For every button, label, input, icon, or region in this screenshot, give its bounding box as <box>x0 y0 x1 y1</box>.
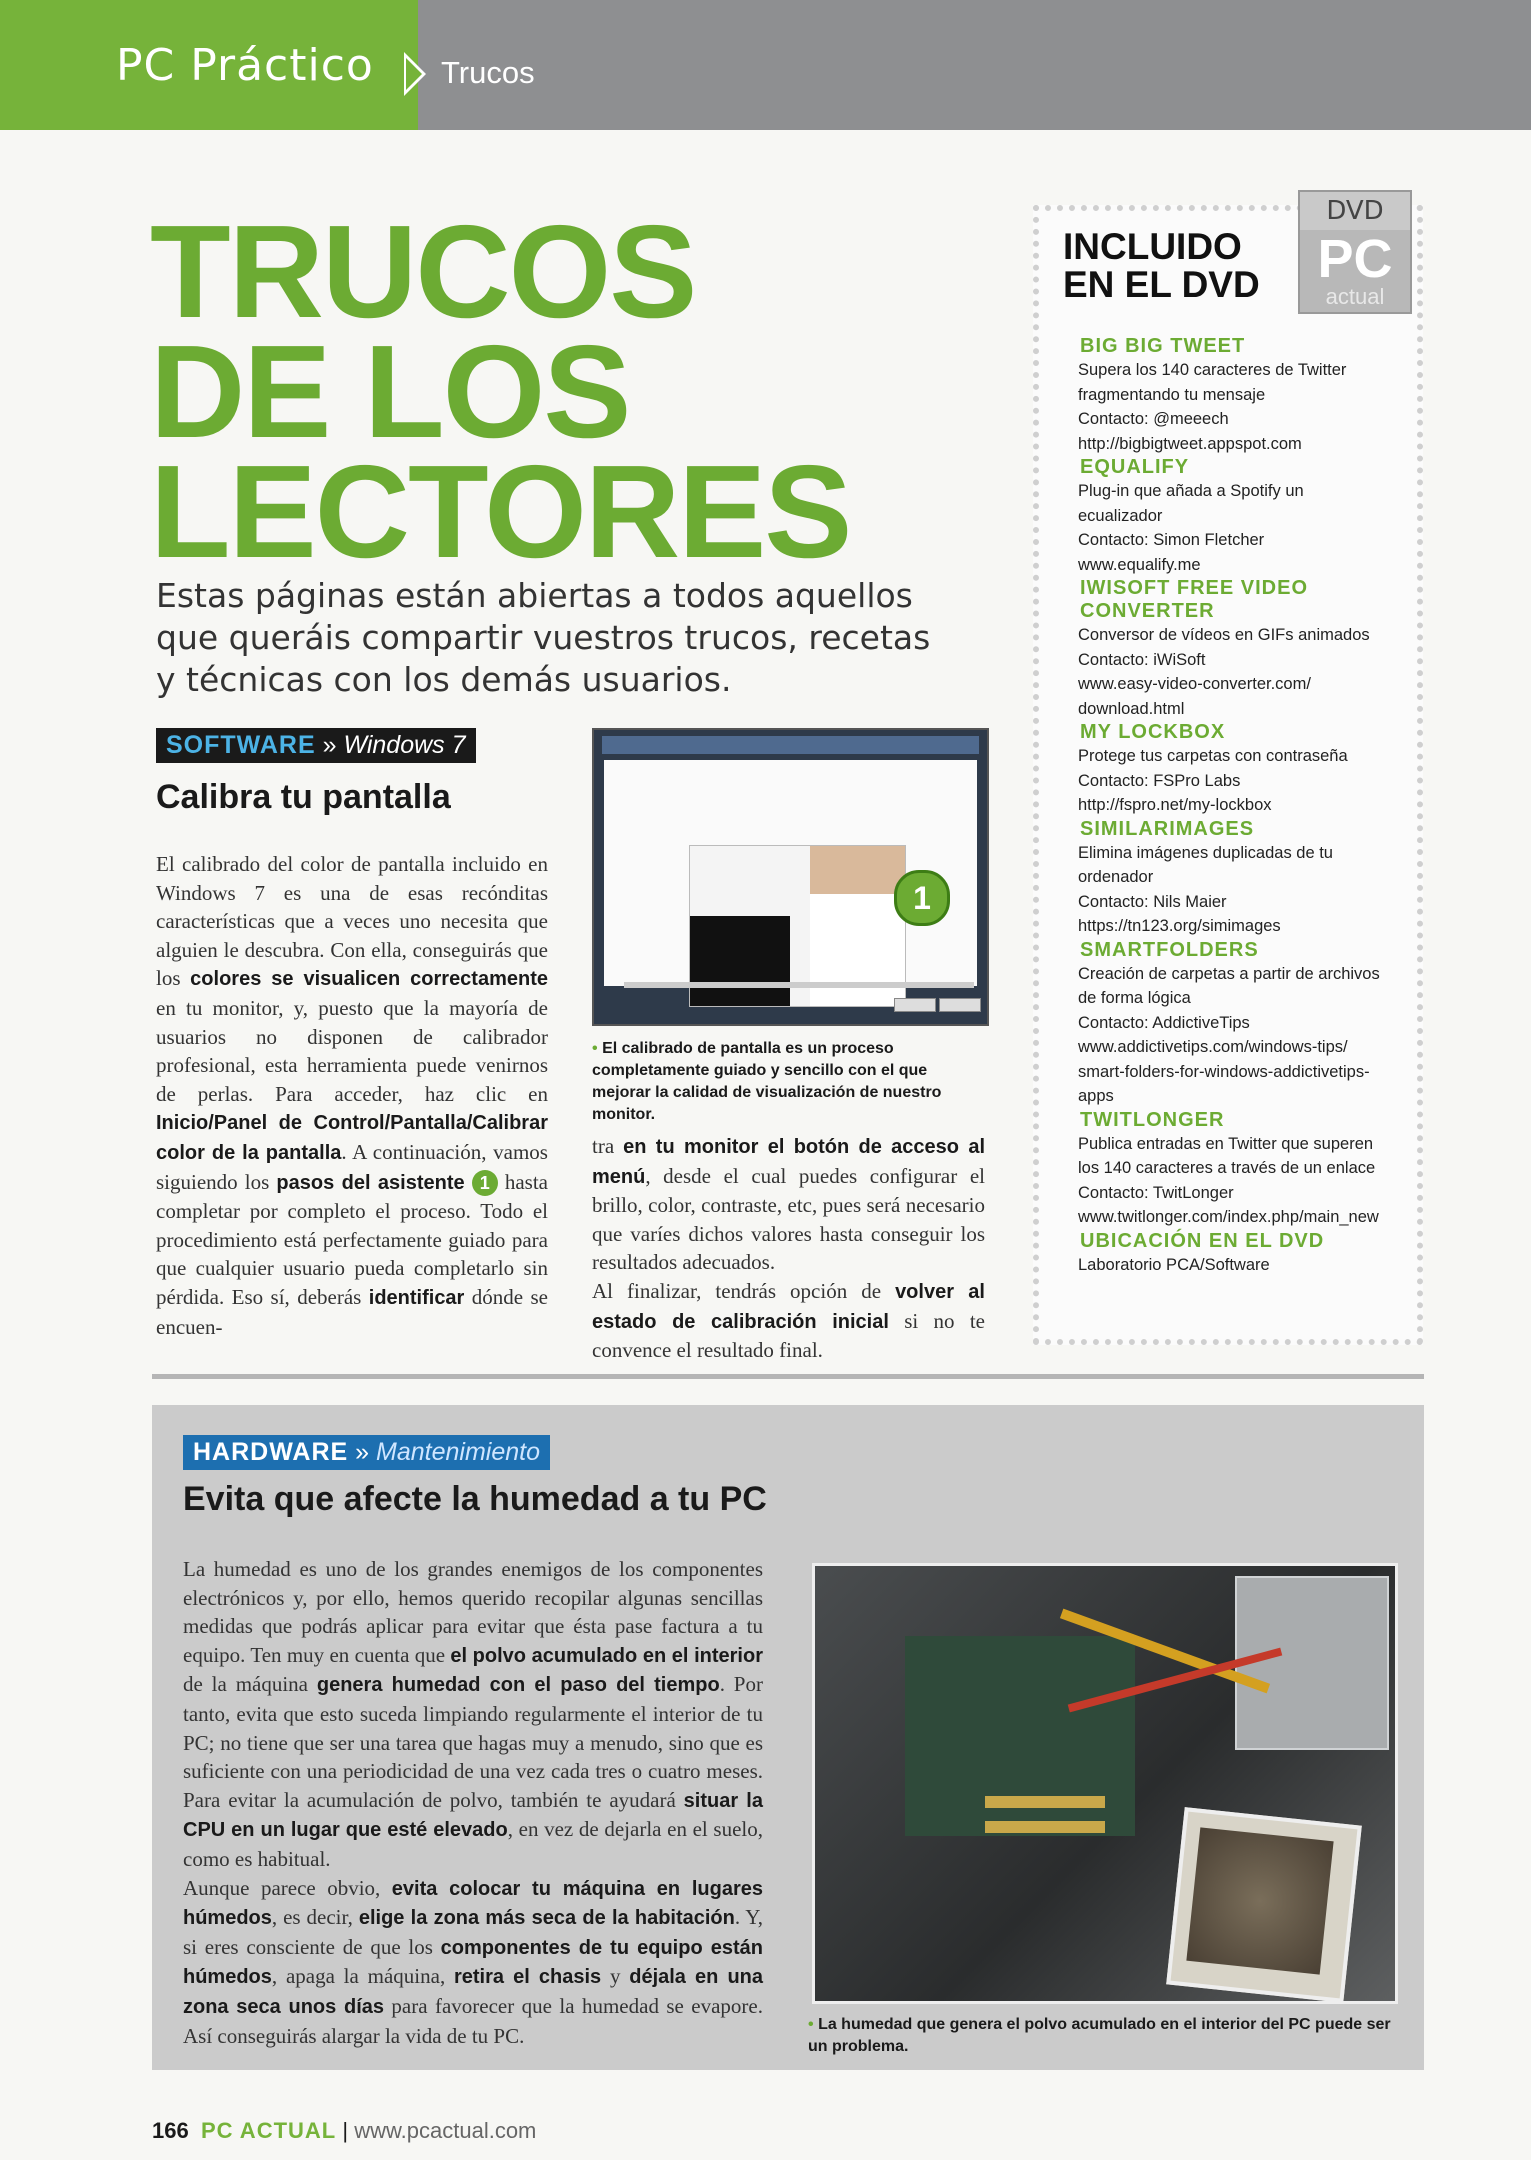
magazine-url: www.pcactual.com <box>354 2118 537 2143</box>
software-column-2: tra en tu monitor el botón de acceso al menú, desde el cual puedes configurar el brillo, color, contraste, etc, pues será necesario que varíes dichos valores hasta conseguir los resultados adecuados. Al finalizar, tendrás opción de volver al estado de calibración inicial si no te convence el resultado final. <box>592 1134 985 1363</box>
hardware-body-text: La humedad es uno de los grandes enemigos de los componentes electrónicos y, por ello, hemos querido recopilar algunas sencillas medidas que podrás aplicar para evitar que ésta pase factura a tu equipo. Ten muy en cuenta que el polvo acumulado en el interior de la máquina genera humedad con el paso del tiempo. Por tanto, evita que esto suceda limpiando regularmente el interior de tu PC; no tiene que ser una tarea que hagas muy a menudo, sino que es suficiente con una periodicidad de una vez cada tres o cuatro meses. Para evitar la acumulación de polvo, también te ayudará situar la CPU en un lugar que esté elevado, en vez de dejarla en el suelo, como es habitual. Aunque parece obvio, evita colocar tu máquina en lugares húmedos, es decir, elige la zona más seca de la habitación. Y, si eres consciente de que los componentes de tu equipo están húmedos, apaga la máquina, retira el chasis y déjala en una zona seca unos días para favorecer que la humedad se evapore. Así conseguirás alargar la vida de tu PC. <box>183 1557 764 2048</box>
calibration-screenshot <box>592 728 989 1026</box>
dvd-item-detail: Contacto: AddictiveTips <box>1078 1013 1250 1032</box>
dvd-item-detail: Contacto: Simon Fletcher <box>1078 531 1265 549</box>
dvd-item <box>1078 1230 1408 1278</box>
section-divider <box>152 1374 1424 1379</box>
dvd-item-detail: www.easy-video-converter.com/ <box>1078 675 1311 693</box>
dvd-item-detail: de forma lógica <box>1078 989 1191 1007</box>
dvd-item <box>1078 335 1408 456</box>
software-tag-separator: » <box>315 731 344 759</box>
expansion-slot <box>985 1821 1105 1833</box>
dvd-item-detail: Contacto: FSPro Labs <box>1078 771 1241 790</box>
pc-actual-dvd-logo: DVD PC actual <box>1298 190 1412 314</box>
page-number: 166 <box>152 2118 189 2143</box>
chevron-right-icon-inner <box>406 58 422 90</box>
dvd-item <box>1078 939 1408 1109</box>
dvd-item-detail: smart-folders-for-windows-addictivetips- <box>1078 1062 1370 1081</box>
dvd-item-name: IWISOFT FREE VIDEO CONVERTER <box>1080 577 1309 622</box>
hardware-tag <box>183 1435 550 1470</box>
page-title-line3: LECTORES <box>150 438 851 585</box>
drive-bay <box>1235 1576 1389 1750</box>
pc-interior-photo <box>812 1563 1398 2004</box>
dvd-item-detail: www.twitlonger.com/index.php/main_new <box>1078 1208 1379 1226</box>
dvd-item-detail: http://fspro.net/my-lockbox <box>1078 796 1272 814</box>
bullet-icon: • <box>808 2016 814 2033</box>
page-title-line2: DE LOS <box>150 318 630 465</box>
page-title-line1: TRUCOS <box>150 198 696 345</box>
dvd-item-detail: Supera los 140 caracteres de Twitter <box>1078 361 1347 379</box>
dvd-item <box>1078 721 1408 818</box>
software-tag <box>156 728 476 763</box>
dvd-item <box>1078 818 1408 939</box>
dvd-item-detail: https://tn123.org/simimages <box>1078 917 1281 935</box>
dvd-item-name: MY LOCKBOX <box>1080 721 1226 743</box>
hardware-tag-separator: » <box>348 1438 377 1466</box>
dvd-item-detail: Creación de carpetas a partir de archivos <box>1078 964 1380 983</box>
magazine-name: PC ACTUAL <box>200 2118 337 2143</box>
hardware-tag-category: HARDWARE <box>193 1438 349 1466</box>
dvd-item-detail: http://bigbigtweet.appspot.com <box>1078 434 1302 453</box>
subsection-title: Trucos <box>441 55 535 90</box>
dvd-box-heading: INCLUIDO EN EL DVD <box>1063 226 1260 305</box>
dvd-item-name: EQUALIFY <box>1080 456 1190 478</box>
photo-caption: • La humedad que genera el polvo acumulado en el interior del PC puede ser un problema. <box>808 2016 1391 2055</box>
dvd-item-detail: Plug-in que añada a Spotify un <box>1078 482 1304 500</box>
dvd-item-name: UBICACIÓN EN EL DVD <box>1080 1229 1325 1252</box>
dvd-item <box>1078 577 1408 721</box>
dvd-item-detail: Laboratorio PCA/Software <box>1078 1255 1270 1274</box>
software-article-title: Calibra tu pantalla <box>156 778 451 816</box>
dvd-item-detail: Contacto: Nils Maier <box>1078 892 1227 911</box>
dvd-item-detail: Conversor de vídeos en GIFs animados <box>1078 626 1370 644</box>
dvd-item-detail: download.html <box>1078 699 1185 718</box>
calibration-dark-panel <box>690 916 790 1006</box>
dvd-item-detail: Publica entradas en Twitter que superen <box>1078 1134 1374 1153</box>
cancel-button <box>939 998 981 1012</box>
dvd-item-detail: Contacto: TwitLonger <box>1078 1183 1234 1202</box>
dvd-item-detail: apps <box>1078 1087 1114 1105</box>
section-title: PC Práctico <box>116 40 374 91</box>
software-tag-topic: Windows 7 <box>343 731 466 759</box>
dvd-item <box>1078 456 1408 577</box>
software-tag-category: SOFTWARE <box>166 731 316 759</box>
dvd-item-name: SIMILARIMAGES <box>1080 817 1255 840</box>
window-instruction-text <box>624 982 974 988</box>
step-badge: 1 <box>894 870 950 926</box>
dust-filter <box>1186 1827 1333 1974</box>
dvd-item-detail: www.equalify.me <box>1078 555 1201 574</box>
dvd-item-detail: www.addictivetips.com/windows-tips/ <box>1078 1038 1348 1056</box>
window-titlebar <box>602 736 979 754</box>
dvd-item-detail: ecualizador <box>1078 506 1163 525</box>
dvd-item-detail: ordenador <box>1078 868 1154 886</box>
intro-text: Estas páginas están abiertas a todos aquellos que queráis compartir vuestros trucos, recetas y técnicas con los demás usuarios. <box>156 576 931 699</box>
dvd-item <box>1078 1109 1408 1230</box>
dvd-item-detail: Elimina imágenes duplicadas de tu <box>1078 843 1333 862</box>
dvd-item-name: BIG BIG TWEET <box>1080 335 1246 357</box>
dvd-item-detail: los 140 caracteres a través de un enlace <box>1078 1159 1376 1177</box>
dvd-item-detail: Contacto: iWiSoft <box>1078 650 1206 669</box>
hardware-tag-topic: Mantenimiento <box>376 1438 540 1466</box>
dvd-item-detail: Contacto: @meeech <box>1078 410 1229 428</box>
expansion-slot <box>985 1796 1105 1808</box>
dvd-item-list <box>1078 335 1408 1277</box>
step-number-badge: 1 <box>472 1170 498 1196</box>
dvd-item-name: TWITLONGER <box>1080 1108 1225 1131</box>
dvd-item-detail: Protege tus carpetas con contraseña <box>1078 747 1348 765</box>
page-footer <box>152 2118 536 2144</box>
dvd-item-detail: fragmentando tu mensaje <box>1078 385 1266 404</box>
software-column-1: El calibrado del color de pantalla incluido en Windows 7 es una de esas recónditas características que a veces uno necesita que alguien le descubra. Con ella, conseguirás que los colores se visualicen correctamente en tu monitor, y, puesto que la mayoría de usuarios no disponen de calibrador profesional, esta herramienta puede venirnos de perlas. Para acceder, haz clic en Inicio/Panel de Control/Pantalla/Calibrar color de la pantalla. A continuación, vamos siguiendo los pasos del asistente 1 hasta completar por completo el proceso. Todo el procedimiento está perfectamente guiado para que cualquier usuario pueda completarlo sin pérdida. Eso sí, deberás identificar dónde se encuen- <box>156 852 549 1339</box>
footer-separator: | <box>336 2118 355 2143</box>
bullet-icon: • <box>592 1040 598 1057</box>
screenshot-caption: • El calibrado de pantalla es un proceso completamente guiado y sencillo con el que mejorar la calidad de visualización de nuestro monitor. <box>592 1040 942 1123</box>
hardware-article-title: Evita que afecte la humedad a tu PC <box>183 1480 767 1518</box>
next-button <box>894 998 936 1012</box>
dvd-item-name: SMARTFOLDERS <box>1080 938 1259 961</box>
